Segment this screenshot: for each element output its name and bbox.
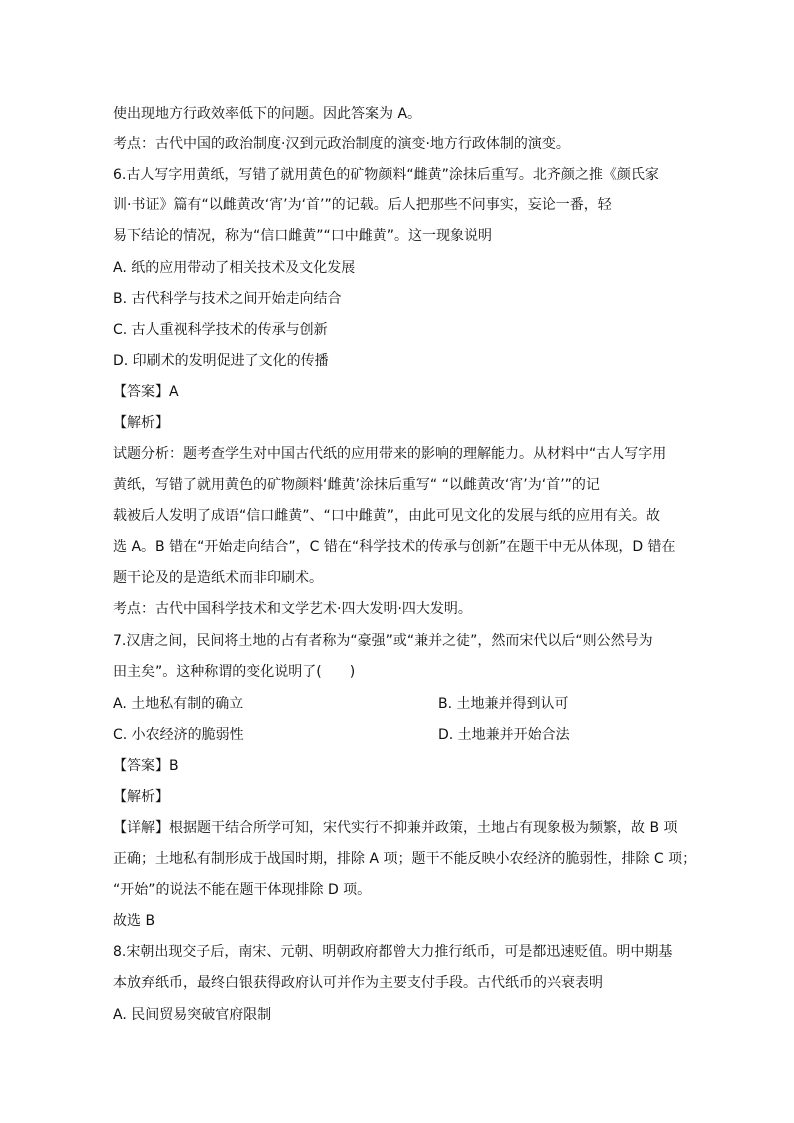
question-7-option-d: D. 土地兼并开始合法 <box>438 727 570 743</box>
analysis-label: 【解析】 <box>113 789 169 805</box>
question-7-stem: 田主矣”。这种称谓的变化说明了( ) <box>113 664 356 680</box>
analysis-label: 【解析】 <box>113 415 169 431</box>
analysis-text: 载被后人发明了成语“信口雌黄”、“口中雌黄”，由此可见文化的发展与纸的应用有关。故 <box>113 508 661 524</box>
question-6-option-b: B. 古代科学与技术之间开始走向结合 <box>113 291 342 307</box>
question-7-option-c: C. 小农经济的脆弱性 <box>113 727 244 743</box>
question-6-stem: 易下结论的情况，称为“信口雌黄”“口中雌黄”。这一现象说明 <box>113 228 493 244</box>
question-6-stem: 训·书证》篇有“以雌黄改‘宵’为‘首’”的记载。后人把那些不问事实，妄论一番，轻 <box>113 197 612 213</box>
question-7-option-a: A. 土地私有制的确立 <box>113 696 244 712</box>
detail-text: 【详解】根据题干结合所学可知，宋代实行不抑兼并政策，土地占有现象极为频繁，故 B 项 <box>113 820 678 836</box>
analysis-text: 试题分析：题考查学生对中国古代纸的应用带来的影响的理解能力。从材料中“古人写字用 <box>113 446 667 462</box>
question-8-option-a: A. 民间贸易突破官府限制 <box>113 1007 272 1023</box>
analysis-text: 选 A。B 错在“开始走向结合”，C 错在“科学技术的传承与创新”在题干中无从体现，D 错在 <box>113 539 676 555</box>
detail-text: 正确；土地私有制形成于战国时期，排除 A 项；题干不能反映小农经济的脆弱性，排除 C 项； <box>113 851 697 867</box>
question-8-stem: 8.宋朝出现交子后，南宋、元朝、明朝政府都曾大力推行纸币，可是都迅速贬值。明中期基 <box>113 944 673 960</box>
text-line: 使出现地方行政效率低下的问题。因此答案为 A。 <box>113 106 422 122</box>
text-line: 故选 B <box>113 913 156 929</box>
answer-label: 【答案】B <box>113 758 179 774</box>
question-7-option-b: B. 土地兼并得到认可 <box>438 696 569 712</box>
text-line: 考点：古代中国科学技术和文学艺术·四大发明·四大发明。 <box>113 601 472 617</box>
answer-label: 【答案】A <box>113 384 179 400</box>
text-line: 考点：古代中国的政治制度·汉到元政治制度的演变·地方行政体制的演变。 <box>113 136 570 152</box>
question-6-option-c: C. 古人重视科学技术的传承与创新 <box>113 322 328 338</box>
question-6-option-a: A. 纸的应用带动了相关技术及文化发展 <box>113 260 356 276</box>
question-8-stem: 本放弃纸币，最终白银获得政府认可并作为主要支付手段。古代纸币的兴衰表明 <box>113 975 603 991</box>
analysis-text: 题干论及的是造纸术而非印刷术。 <box>113 570 323 586</box>
detail-text: “开始”的说法不能在题干体现排除 D 项。 <box>113 882 372 898</box>
question-6-stem: 6.古人写字用黄纸，写错了就用黄色的矿物颜料“雌黄”涂抹后重写。北齐颜之推《颜氏家 <box>113 167 659 183</box>
analysis-text: 黄纸，写错了就用黄色的矿物颜料‘雌黄’涂抹后重写“ “以雌黄改‘宵’为‘首’”的记 <box>113 477 600 493</box>
question-6-option-d: D. 印刷术的发明促进了文化的传播 <box>113 353 329 369</box>
question-7-stem: 7.汉唐之间，民间将土地的占有者称为“豪强”或“兼并之徒”，然而宋代以后“则公然号为 <box>113 633 653 649</box>
